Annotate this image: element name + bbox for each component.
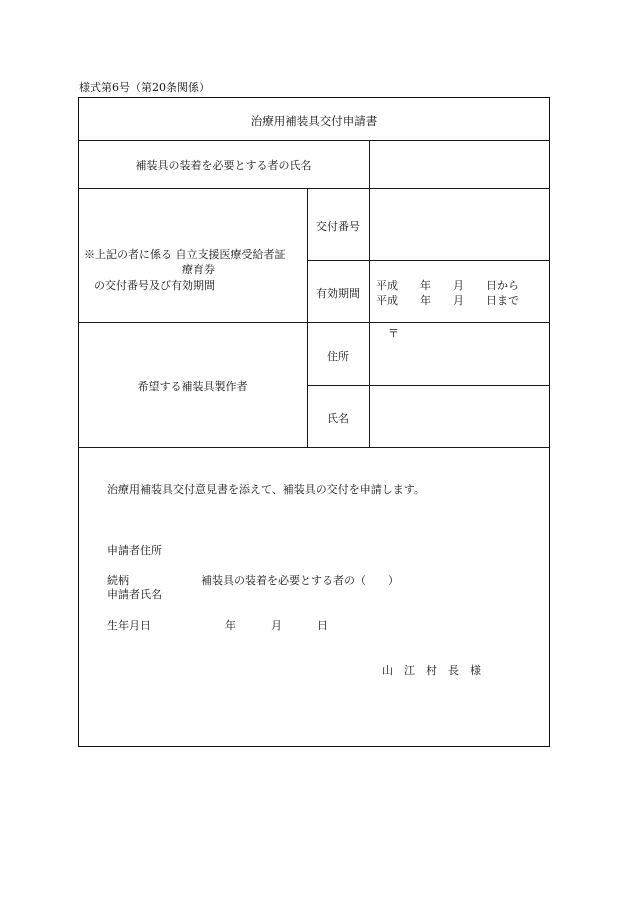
relation-text[interactable]: 補装具の装着を必要とする者の（ ） — [201, 574, 399, 587]
row-divider — [78, 322, 550, 323]
certificate-label-line2: 療育券 — [182, 263, 215, 276]
validity-from[interactable]: 平成 年 月 日から — [376, 279, 519, 292]
applicant-address-label: 申請者住所 — [107, 544, 162, 557]
validity-to[interactable]: 平成 年 月 日まで — [376, 294, 519, 307]
applicant-name-label: 申請者氏名 — [107, 588, 162, 601]
column-divider — [369, 188, 370, 447]
row-divider — [307, 385, 550, 386]
validity-label: 有効期間 — [316, 287, 360, 300]
maker-name-field[interactable] — [371, 387, 549, 446]
row-divider — [78, 140, 550, 141]
row-divider — [78, 188, 550, 189]
address-label: 住所 — [327, 350, 349, 363]
row-divider — [307, 260, 550, 261]
form-number-label: 様式第6号（第20条関係） — [79, 81, 210, 94]
maker-label: 希望する補装具製作者 — [137, 380, 248, 393]
certificate-label-line1: ※上記の者に係る 自立支援医療受給者証 — [84, 248, 286, 261]
column-divider — [369, 140, 370, 188]
postal-mark: 〒 — [388, 327, 399, 340]
birth-date-label: 生年月日 — [107, 619, 151, 632]
issue-number-label: 交付番号 — [316, 220, 360, 233]
maker-address-field[interactable] — [371, 340, 549, 384]
maker-name-label: 氏名 — [327, 412, 349, 425]
patient-name-label: 補装具の装着を必要とする者の氏名 — [135, 159, 312, 172]
patient-name-field[interactable] — [371, 142, 549, 187]
certificate-label-line3: の交付番号及び有効期間 — [94, 279, 215, 292]
issue-number-field[interactable] — [371, 190, 549, 259]
birth-month-unit: 月 — [271, 619, 282, 632]
row-divider — [78, 447, 550, 448]
relation-label: 続柄 — [107, 574, 129, 587]
declaration-text: 治療用補装具交付意見書を添えて、補装具の交付を申請します。 — [107, 483, 425, 496]
addressee: 山 江 村 長 様 — [382, 664, 481, 677]
form-title: 治療用補装具交付申請書 — [250, 114, 378, 128]
birth-day-unit: 日 — [317, 619, 328, 632]
birth-year-unit: 年 — [225, 619, 236, 632]
